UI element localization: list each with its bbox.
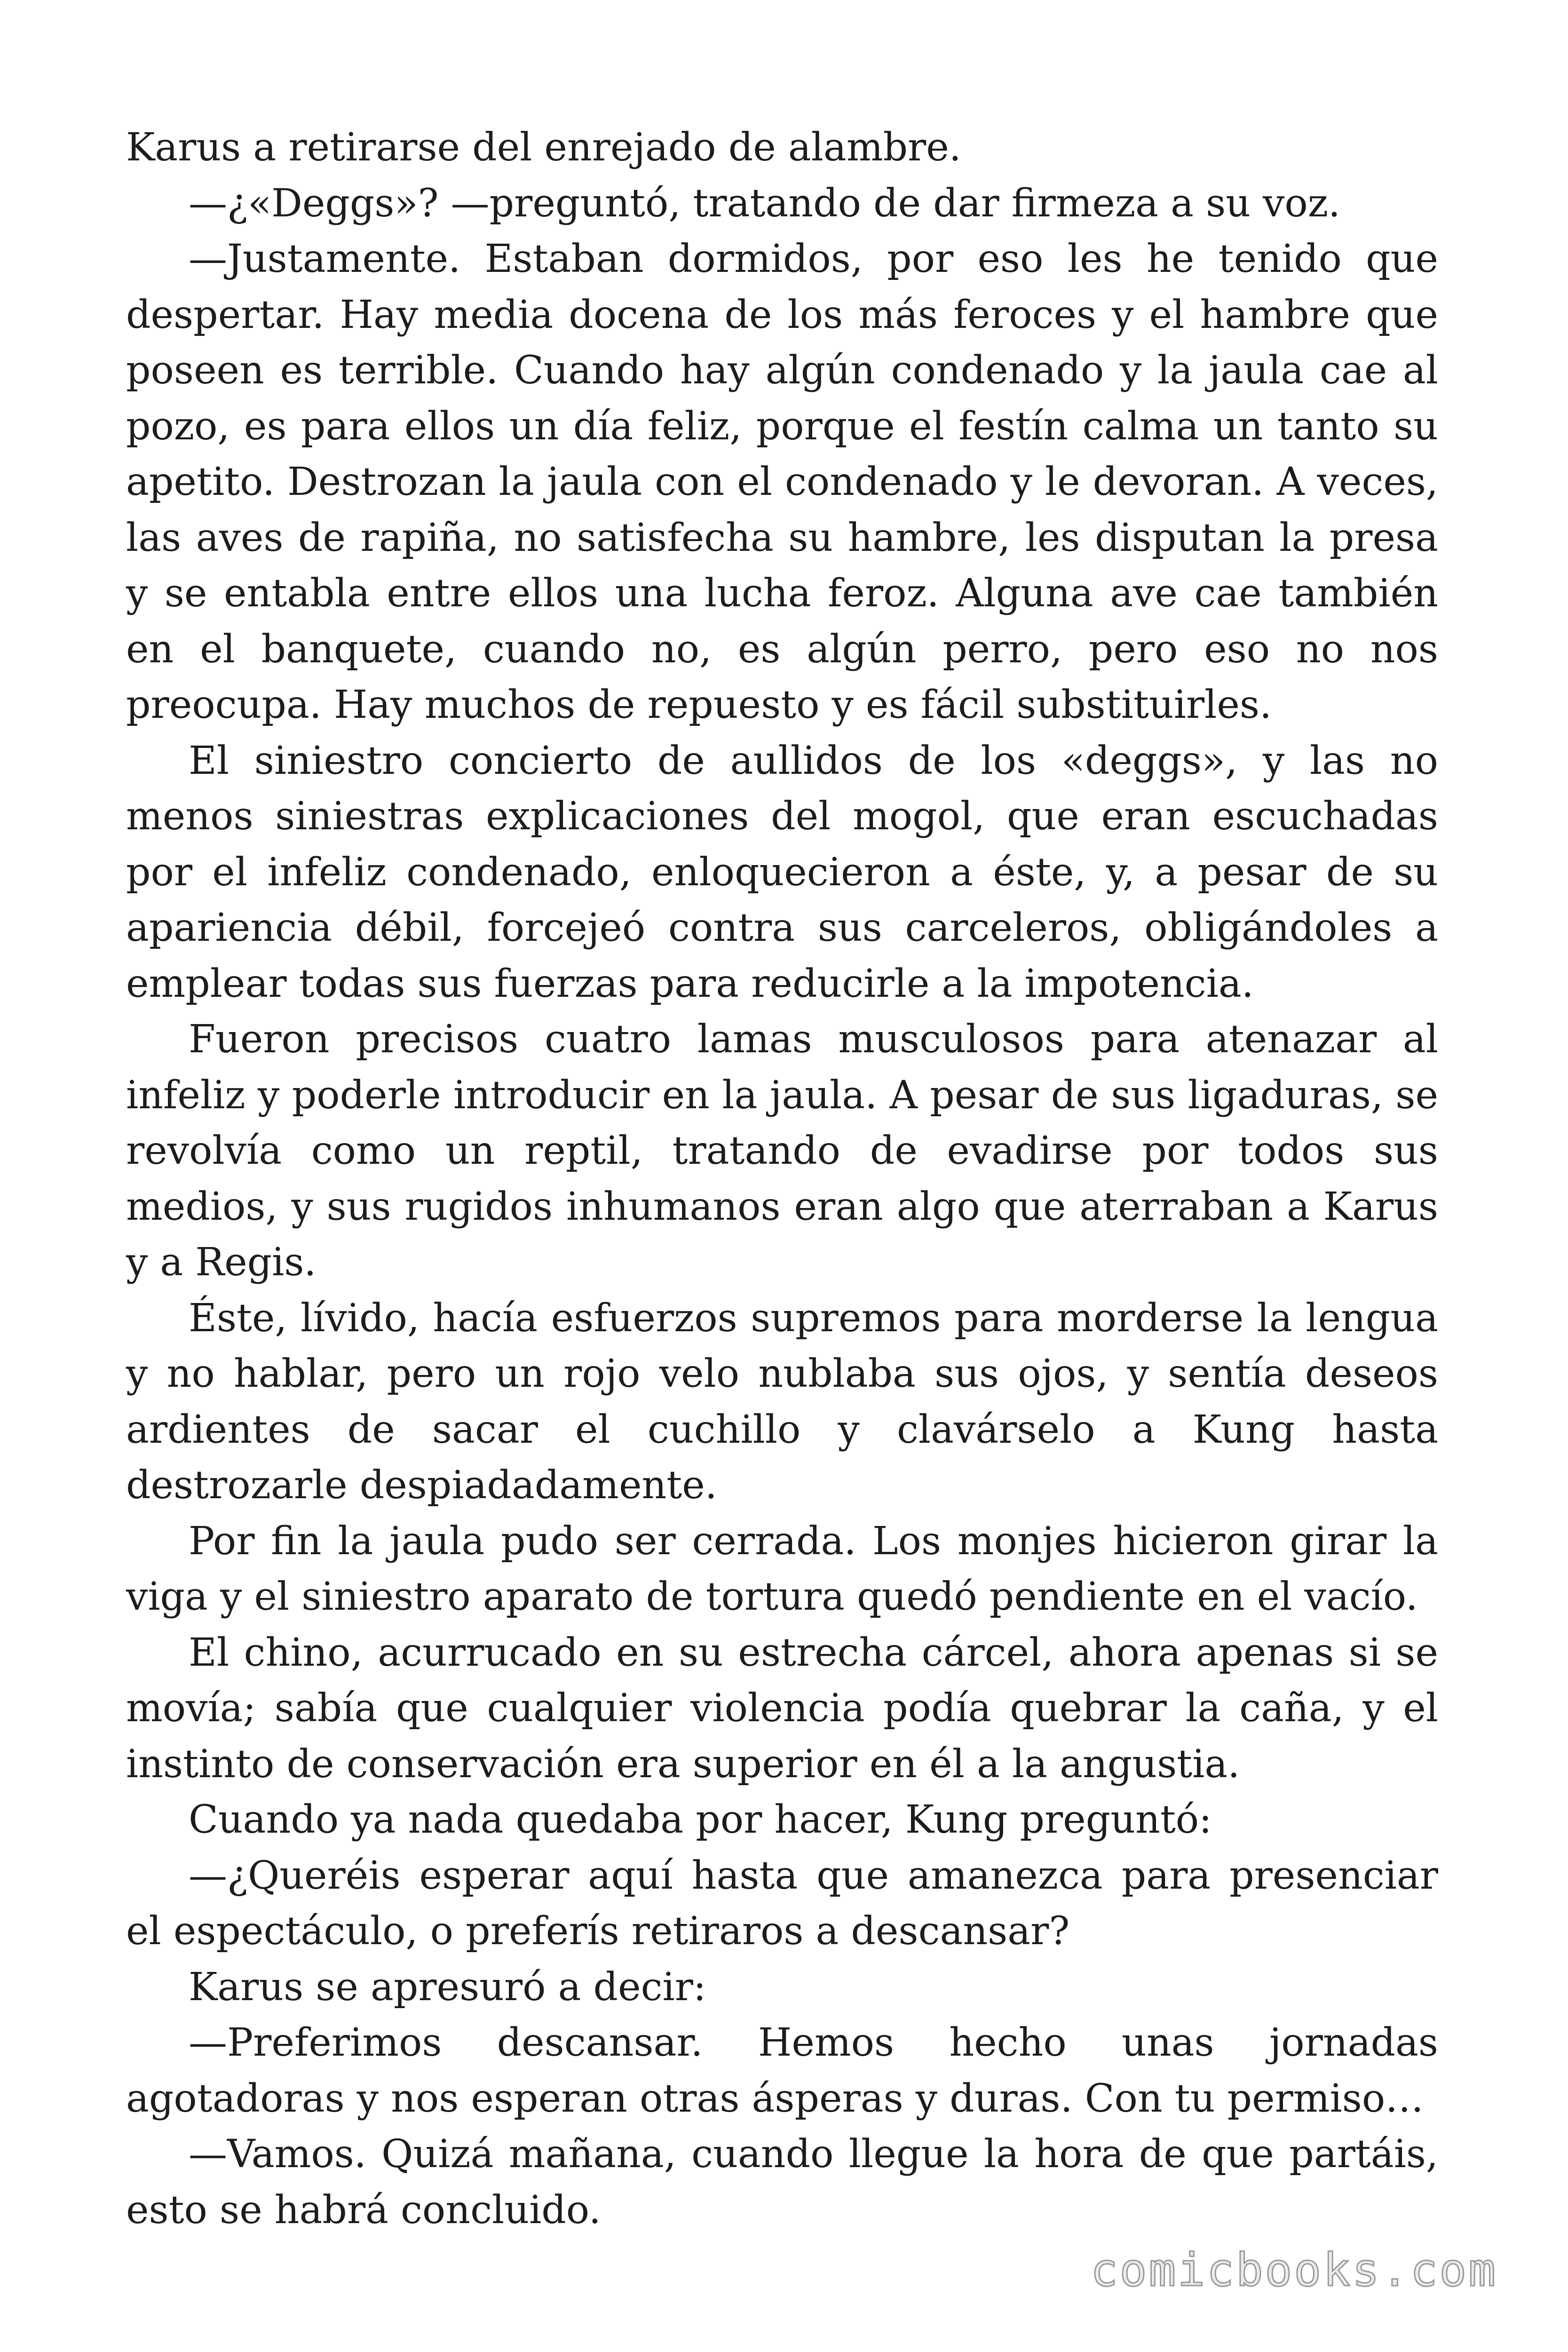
- paragraph-2: —¿«Deggs»? —preguntó, tratando de dar firmeza a su voz.: [189, 181, 1340, 226]
- paragraph-11: Karus se apresuró a decir:: [189, 1964, 706, 2010]
- paragraph-6: Éste, lívido, hacía esfuerzos supremos para morderse la lengua y no hablar, pero un rojo velo nublaba sus ojos, y sentía deseos ardientes de sacar el cuchillo y clavárselo a Kung hasta destrozarle despiadadamente.: [126, 1295, 1438, 1508]
- watermark-text: comicbooks.com: [1090, 2244, 1497, 2296]
- paragraph-7: Por fin la jaula pudo ser cerrada. Los monjes hicieron girar la viga y el siniestro aparato de tortura quedó pendiente en el vacío.: [126, 1518, 1438, 1619]
- paragraph-8: El chino, acurrucado en su estrecha cárcel, ahora apenas si se movía; sabía que cualquier violencia podía quebrar la caña, y el instinto de conservación era superior en él a la angustia.: [126, 1630, 1438, 1787]
- paragraph-4: El siniestro concierto de aullidos de los «deggs», y las no menos siniestras explicaciones del mogol, que eran escuchadas por el infeliz condenado, enloquecieron a éste, y, a pesar de su apariencia débil, forcejeó contra sus carceleros, obligándoles a emplear todas sus fuerzas para reducirle a la impotencia.: [126, 738, 1438, 1006]
- paragraph-5: Fueron precisos cuatro lamas musculosos para atenazar al infeliz y poderle introducir en la jaula. A pesar de sus ligaduras, se revolvía como un reptil, tratando de evadirse por todos sus medios, y sus rugidos inhumanos eran algo que aterraban a Karus y a Regis.: [126, 1017, 1438, 1285]
- paragraph-12: —Preferimos descansar. Hemos hecho unas jornadas agotadoras y nos esperan otras ásperas y duras. Con tu permiso…: [126, 2020, 1438, 2121]
- paragraph-1: Karus a retirarse del enrejado de alambre.: [126, 125, 961, 170]
- body-text: [126, 120, 1438, 2238]
- paragraph-13: —Vamos. Quizá mañana, cuando llegue la hora de que partáis, esto se habrá concluido.: [126, 2132, 1438, 2233]
- paragraph-9: Cuando ya nada quedaba por hacer, Kung preguntó:: [189, 1797, 1212, 1842]
- paragraph-10: —¿Queréis esperar aquí hasta que amanezca para presenciar el espectáculo, o preferís retiraros a descansar?: [126, 1853, 1438, 1954]
- paragraph-3: —Justamente. Estaban dormidos, por eso les he tenido que despertar. Hay media docena de los más feroces y el hambre que poseen es terrible. Cuando hay algún condenado y la jaula cae al pozo, es para ellos un día feliz, porque el festín calma un tanto su apetito. Destrozan la jaula con el condenado y le devoran. A veces, las aves de rapiña, no satisfecha su hambre, les disputan la presa y se entabla entre ellos una lucha feroz. Alguna ave cae también en el banquete, cuando no, es algún perro, pero eso no nos preocupa. Hay muchos de repuesto y es fácil substituirles.: [126, 237, 1438, 727]
